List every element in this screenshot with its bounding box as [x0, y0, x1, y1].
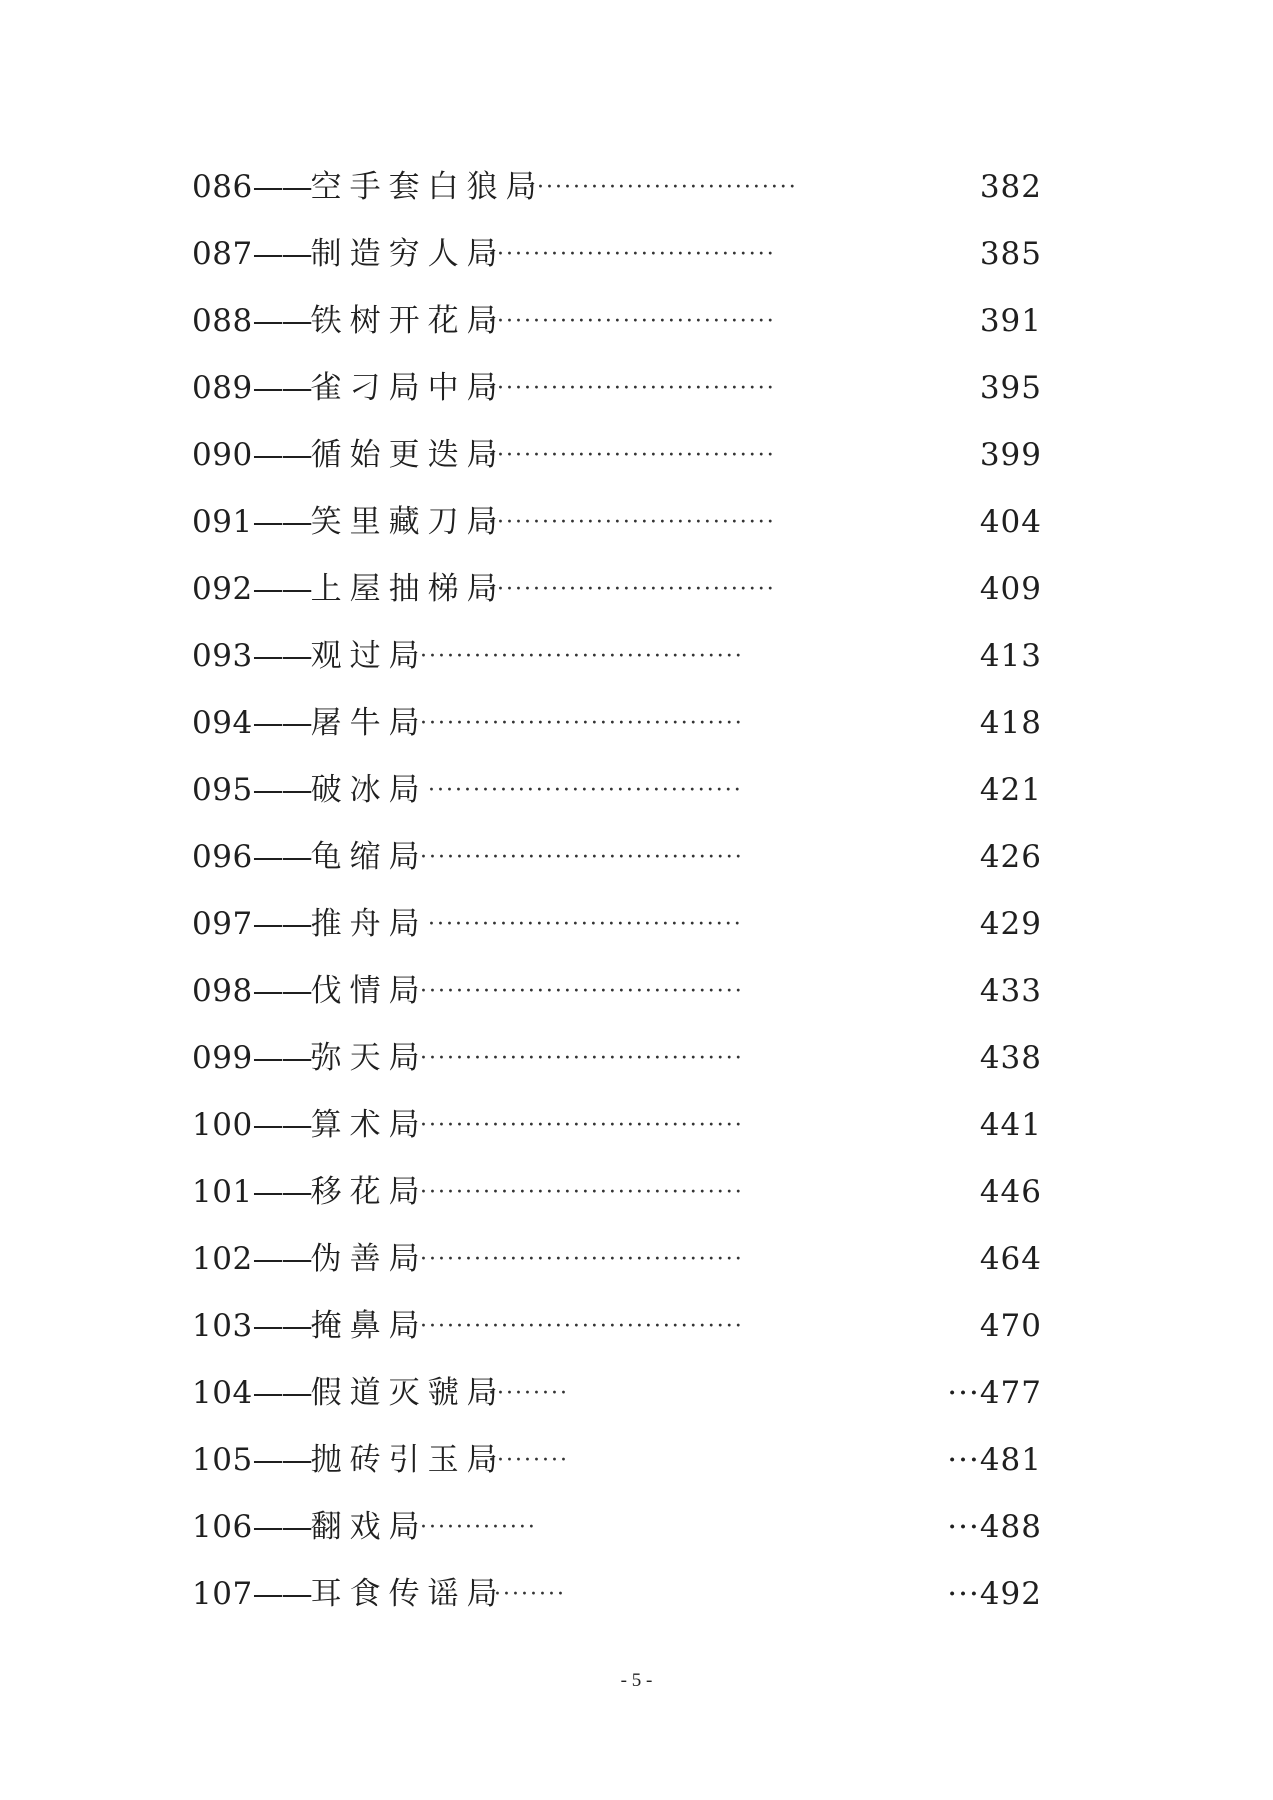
toc-entry-title: 假道灭虢局	[310, 1375, 506, 1411]
toc-leader-dots: ····································	[420, 1046, 744, 1071]
toc-leader-dots: ····································	[420, 1180, 744, 1205]
toc-entry[interactable]	[192, 355, 1052, 422]
toc-entry-dash: ——	[252, 1375, 311, 1411]
toc-entry-dash: ——	[252, 1174, 311, 1210]
toc-entry-head	[192, 958, 428, 1025]
toc-entry-number: 100	[192, 1107, 253, 1143]
toc-entry-title: 算术局	[310, 1107, 428, 1143]
toc-entry-title: 观过局	[310, 638, 428, 674]
toc-entry-number: 086	[192, 169, 253, 205]
toc-entry-number: 104	[192, 1375, 253, 1411]
toc-entry-title: 抛砖引玉局	[310, 1442, 506, 1478]
toc-entry-number: 099	[192, 1040, 253, 1076]
toc-entry-title: 弥天局	[310, 1040, 428, 1076]
toc-entry-number: 088	[192, 303, 253, 339]
toc-entry-page: 438	[979, 1040, 1042, 1076]
toc-entry[interactable]	[192, 1360, 1052, 1427]
toc-entry[interactable]	[192, 221, 1052, 288]
toc-leader-dots: ····································	[420, 1113, 744, 1138]
toc-entry-number: 090	[192, 437, 253, 473]
toc-entry[interactable]	[192, 1159, 1052, 1226]
toc-entry-page: 426	[979, 839, 1042, 875]
toc-entry-title: 铁树开花局	[310, 303, 506, 339]
toc-leader-dots: ································	[488, 510, 776, 535]
toc-entry[interactable]	[192, 958, 1052, 1025]
toc-entry-number: 091	[192, 504, 253, 540]
toc-entry-head	[192, 1226, 428, 1293]
toc-entry-dash: ——	[252, 1107, 311, 1143]
toc-entry[interactable]	[192, 1561, 1052, 1628]
toc-leader-dots: ····································	[420, 1314, 744, 1339]
toc-entry[interactable]	[192, 489, 1052, 556]
toc-entry-dash: ——	[252, 571, 311, 607]
toc-entry[interactable]	[192, 757, 1052, 824]
toc-entry-title: 伪善局	[310, 1241, 428, 1277]
toc-entry-dash: ——	[252, 1576, 311, 1612]
toc-entry-head	[192, 690, 428, 757]
toc-entry[interactable]	[192, 288, 1052, 355]
toc-entry-dash: ——	[252, 1442, 311, 1478]
toc-leader-dots: ····································	[420, 845, 744, 870]
toc-entry-number: 089	[192, 370, 253, 406]
toc-entry-dash: ——	[252, 169, 311, 205]
toc-entry-page: ···488	[947, 1509, 1042, 1545]
toc-entry-page: ···481	[947, 1442, 1042, 1478]
toc-leader-dots: ····································	[420, 1247, 744, 1272]
page-number: - 5 -	[620, 1670, 653, 1691]
toc-entry-head	[192, 489, 506, 556]
toc-entry[interactable]	[192, 1092, 1052, 1159]
toc-leader-dots: ····································	[420, 711, 744, 736]
toc-leader-dots: ································	[488, 577, 776, 602]
toc-entry[interactable]	[192, 623, 1052, 690]
toc-leader-dots: ································	[488, 376, 776, 401]
toc-entry-head	[192, 355, 506, 422]
toc-entry-title: 笑里藏刀局	[310, 504, 506, 540]
toc-entry-dash: ——	[252, 772, 311, 808]
toc-entry-number: 106	[192, 1509, 253, 1545]
toc-entry-number: 092	[192, 571, 253, 607]
toc-entry-dash: ——	[252, 504, 311, 540]
toc-entry-title: 破冰局	[310, 772, 428, 808]
toc-entry-page: 395	[979, 370, 1042, 406]
toc-entry-title: 伐情局	[310, 973, 428, 1009]
toc-entry-page: 382	[979, 169, 1042, 205]
toc-entry-head	[192, 824, 428, 891]
toc-entry-dash: ——	[252, 303, 311, 339]
toc-entry-head	[192, 1494, 428, 1561]
toc-entry-number: 096	[192, 839, 253, 875]
toc-entry-number: 098	[192, 973, 253, 1009]
toc-entry-title: 耳食传谣局	[310, 1576, 506, 1612]
toc-leader-dots: ·············	[420, 1515, 537, 1540]
toc-leader-dots: ······························	[528, 175, 798, 200]
toc-entry-page: 399	[979, 437, 1042, 473]
toc-entry-title: 移花局	[310, 1174, 428, 1210]
toc-leader-dots: ···································	[428, 778, 743, 803]
toc-entry-dash: ——	[252, 638, 311, 674]
toc-entry-number: 087	[192, 236, 253, 272]
table-of-contents	[192, 154, 1052, 1628]
toc-entry-dash: ——	[252, 1308, 311, 1344]
toc-entry-page: 446	[979, 1174, 1042, 1210]
toc-entry-head	[192, 1025, 428, 1092]
toc-entry-page: 391	[979, 303, 1042, 339]
toc-entry-dash: ——	[252, 906, 311, 942]
toc-entry-number: 105	[192, 1442, 253, 1478]
toc-entry-title: 龟缩局	[310, 839, 428, 875]
toc-entry-title: 推舟局	[310, 906, 428, 942]
toc-entry-head	[192, 1561, 506, 1628]
toc-entry[interactable]	[192, 1427, 1052, 1494]
toc-entry-head	[192, 1092, 428, 1159]
toc-entry[interactable]	[192, 154, 1052, 221]
toc-entry-number: 094	[192, 705, 253, 741]
toc-entry-number: 093	[192, 638, 253, 674]
toc-entry-dash: ——	[252, 839, 311, 875]
toc-entry[interactable]	[192, 1025, 1052, 1092]
toc-entry[interactable]	[192, 1293, 1052, 1360]
toc-entry-page: 441	[979, 1107, 1042, 1143]
toc-entry-number: 095	[192, 772, 253, 808]
toc-entry-page: 413	[979, 638, 1042, 674]
toc-entry[interactable]	[192, 1226, 1052, 1293]
toc-entry-head	[192, 422, 506, 489]
toc-entry-title: 雀刁局中局	[310, 370, 506, 406]
toc-entry[interactable]	[192, 891, 1052, 958]
toc-entry-number: 097	[192, 906, 253, 942]
toc-entry-head	[192, 1293, 428, 1360]
toc-entry-head	[192, 623, 428, 690]
toc-entry-page: 409	[979, 571, 1042, 607]
toc-entry-head	[192, 1360, 506, 1427]
toc-entry-title: 翻戏局	[310, 1509, 428, 1545]
toc-entry-dash: ——	[252, 1509, 311, 1545]
toc-entry-page: 433	[979, 973, 1042, 1009]
toc-entry[interactable]	[192, 556, 1052, 623]
toc-entry-number: 103	[192, 1308, 253, 1344]
toc-entry-number: 102	[192, 1241, 253, 1277]
toc-entry[interactable]	[192, 824, 1052, 891]
toc-entry-title: 空手套白狼局	[310, 169, 545, 205]
toc-entry-dash: ——	[252, 370, 311, 406]
toc-entry-page: 404	[979, 504, 1042, 540]
toc-entry-number: 107	[192, 1576, 253, 1612]
toc-leader-dots: ····································	[420, 979, 744, 1004]
toc-entry-title: 掩鼻局	[310, 1308, 428, 1344]
toc-entry[interactable]	[192, 1494, 1052, 1561]
toc-leader-dots: ·········	[488, 1381, 569, 1406]
toc-entry-head	[192, 154, 545, 221]
toc-entry-title: 制造穷人局	[310, 236, 506, 272]
toc-entry-dash: ——	[252, 973, 311, 1009]
toc-entry-page: ···492	[947, 1576, 1042, 1612]
toc-entry-page: 385	[979, 236, 1042, 272]
toc-entry-dash: ——	[252, 236, 311, 272]
toc-leader-dots: ································	[488, 443, 776, 468]
toc-entry-page: 470	[979, 1308, 1042, 1344]
toc-entry-head	[192, 1159, 428, 1226]
toc-entry-dash: ——	[252, 1040, 311, 1076]
toc-entry-head	[192, 221, 506, 288]
toc-entry-page: 418	[979, 705, 1042, 741]
toc-leader-dots: ········	[494, 1582, 566, 1607]
toc-entry-dash: ——	[252, 1241, 311, 1277]
toc-entry-title: 上屋抽梯局	[310, 571, 506, 607]
toc-entry-title: 屠牛局	[310, 705, 428, 741]
toc-entry-dash: ——	[252, 705, 311, 741]
toc-entry-head	[192, 757, 428, 824]
toc-entry-number: 101	[192, 1174, 253, 1210]
toc-entry-title: 循始更迭局	[310, 437, 506, 473]
toc-entry-head	[192, 556, 506, 623]
toc-entry-page: 464	[979, 1241, 1042, 1277]
toc-entry-dash: ——	[252, 437, 311, 473]
toc-leader-dots: ·········	[488, 1448, 569, 1473]
toc-leader-dots: ································	[488, 309, 776, 334]
toc-entry-page: ···477	[947, 1375, 1042, 1411]
toc-leader-dots: ································	[488, 242, 776, 267]
toc-entry-head	[192, 1427, 506, 1494]
toc-leader-dots: ···································	[428, 912, 743, 937]
toc-entry-page: 429	[979, 906, 1042, 942]
toc-entry-head	[192, 288, 506, 355]
toc-entry-page: 421	[979, 772, 1042, 808]
toc-entry[interactable]	[192, 690, 1052, 757]
toc-entry-head	[192, 891, 428, 958]
toc-entry[interactable]	[192, 422, 1052, 489]
toc-leader-dots: ····································	[420, 644, 744, 669]
